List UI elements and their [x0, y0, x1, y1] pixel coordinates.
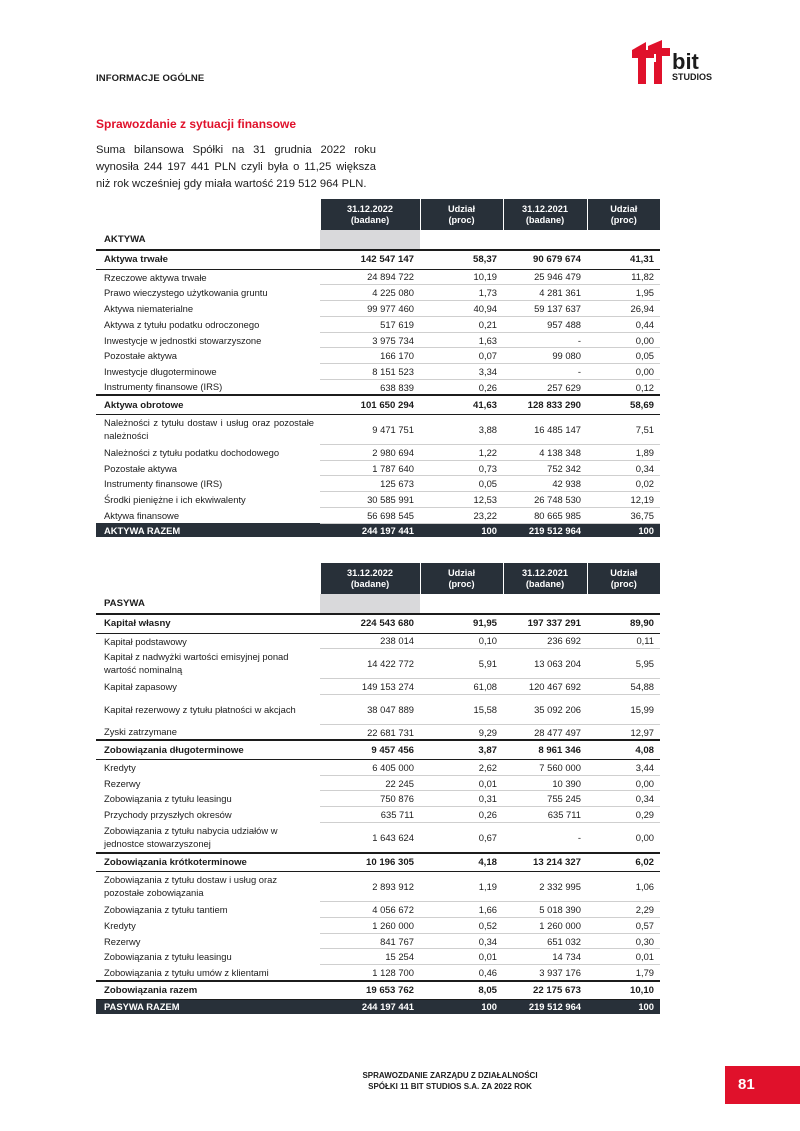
table-row: Inwestycje w jednostki stowarzyszone 3 975 734 1,63 - 0,00	[96, 332, 660, 348]
table-row: Kredyty 6 405 000 2,62 7 560 000 3,44	[96, 759, 660, 775]
footer-line-2: SPÓŁKI 11 BIT STUDIOS S.A. ZA 2022 ROK	[368, 1082, 532, 1091]
assets-heading: AKTYWA	[104, 234, 146, 245]
col-header-2022: 31.12.2022 (badane)	[320, 563, 420, 594]
table-row: Należności z tytułu podatku dochodowego 2 980 694 1,22 4 138 348 1,89	[96, 444, 660, 460]
subtotal-row: Zobowiązania długoterminowe 9 457 456 3,87 8 961 346 4,08	[96, 740, 660, 759]
table-row: Środki pieniężne i ich ekwiwalenty 30 585 991 12,53 26 748 530 12,19	[96, 492, 660, 508]
table-row: Kredyty 1 260 000 0,52 1 260 000 0,57	[96, 917, 660, 933]
table-row: Zyski zatrzymane 22 681 731 9,29 28 477 497 12,97	[96, 725, 660, 741]
col-header-share-2021: Udział (proc)	[587, 199, 660, 230]
liabilities-table	[96, 563, 660, 1014]
table-row: Aktywa z tytułu podatku odroczonego 517 619 0,21 957 488 0,44	[96, 316, 660, 332]
table-row: Pozostałe aktywa 1 787 640 0,73 752 342 0,34	[96, 460, 660, 476]
liabilities-header-row	[96, 563, 660, 594]
assets-heading-row	[96, 230, 660, 250]
liabilities-total-row: PASYWA RAZEM 244 197 441 100 219 512 964 100	[96, 1000, 660, 1014]
table-row: Aktywa finansowe 56 698 545 23,22 80 665 985 36,75	[96, 508, 660, 524]
col-header-share-2021: Udział (proc)	[587, 563, 660, 594]
table-row: Instrumenty finansowe (IRS) 638 839 0,26 257 629 0,12	[96, 380, 660, 396]
col-header-share-2022: Udział (proc)	[420, 563, 503, 594]
table-row: Zobowiązania z tytułu leasingu 750 876 0,31 755 245 0,34	[96, 791, 660, 807]
header-blank-cell	[96, 199, 320, 230]
table-row: Instrumenty finansowe (IRS) 125 673 0,05 42 938 0,02	[96, 476, 660, 492]
table-row: Kapitał z nadwyżki wartości emisyjnej ponad wartość nominalną 14 422 772 5,91 13 063 204 5,95	[96, 649, 660, 679]
col-header-2021: 31.12.2021 (badane)	[503, 199, 587, 230]
table-row: Zobowiązania z tytułu nabycia udziałów w jednostce stowarzyszonej 1 643 624 0,67 - 0,00	[96, 823, 660, 853]
table-row: Przychody przyszłych okresów 635 711 0,26 635 711 0,29	[96, 807, 660, 823]
11-bit-studios-logo	[630, 40, 715, 86]
table-row: Rezerwy 22 245 0,01 10 390 0,00	[96, 775, 660, 791]
section-title: Sprawozdanie z sytuacji finansowe	[96, 117, 297, 131]
page-number: 81	[725, 1066, 800, 1104]
liabilities-heading-row	[96, 594, 660, 614]
assets-header-row	[96, 199, 660, 230]
logo-word: bit	[672, 49, 699, 74]
table-row: Kapitał zapasowy 149 153 274 61,08 120 467 692 54,88	[96, 679, 660, 695]
table-row: Prawo wieczystego użytkowania gruntu 4 225 080 1,73 4 281 361 1,95	[96, 285, 660, 301]
subtotal-row: Zobowiązania krótkoterminowe 10 196 305 4,18 13 214 327 6,02	[96, 853, 660, 872]
subtotal-row: Kapitał własny 224 543 680 91,95 197 337 291 89,90	[96, 614, 660, 633]
table-row: Zobowiązania z tytułu dostaw i usług oraz pozostałe zobowiązania 2 893 912 1,19 2 332 995 1,06	[96, 872, 660, 902]
table-row: Kapitał rezerwowy z tytułu płatności w akcjach 38 047 889 15,58 35 092 206 15,99	[96, 695, 660, 725]
table-row: Należności z tytułu dostaw i usług oraz pozostałe należności 9 471 751 3,88 16 485 147 7,51	[96, 414, 660, 444]
table-row: Kapitał podstawowy 238 014 0,10 236 692 0,11	[96, 633, 660, 649]
assets-table	[96, 199, 660, 537]
table-row: Inwestycje długoterminowe 8 151 523 3,34 - 0,00	[96, 364, 660, 380]
assets-total-row: AKTYWA RAZEM 244 197 441 100 219 512 964 100	[96, 523, 660, 537]
intro-paragraph: Suma bilansowa Spółki na 31 grudnia 2022 roku wynosiła 244 197 441 PLN czyli była o 11,25 większa niż rok wcześniej gdy miała wartość 219 512 964 PLN.	[96, 144, 376, 190]
table-row: Zobowiązania z tytułu leasingu 15 254 0,01 14 734 0,01	[96, 949, 660, 965]
table-row: Rzeczowe aktywa trwałe 24 894 722 10,19 25 946 479 11,82	[96, 269, 660, 285]
col-header-share-2022: Udział (proc)	[420, 199, 503, 230]
col-header-2022: 31.12.2022 (badane)	[320, 199, 420, 230]
table-row: Aktywa niematerialne 99 977 460 40,94 59 137 637 26,94	[96, 301, 660, 317]
subtotal-row: Aktywa obrotowe 101 650 294 41,63 128 833 290 58,69	[96, 395, 660, 414]
table-row: Zobowiązania z tytułu tantiem 4 056 672 1,66 5 018 390 2,29	[96, 902, 660, 918]
col-header-2021: 31.12.2021 (badane)	[503, 563, 587, 594]
table-row: Pozostałe aktywa 166 170 0,07 99 080 0,05	[96, 348, 660, 364]
logo-subword: STUDIOS	[672, 72, 713, 82]
footer-line-1: SPRAWOZDANIE ZARZĄDU Z DZIAŁALNOŚCI	[362, 1071, 538, 1080]
page-footer	[250, 1070, 650, 1092]
table-row: Zobowiązania z tytułu umów z klientami 1 128 700 0,46 3 937 176 1,79	[96, 965, 660, 981]
header-blank-cell	[96, 563, 320, 594]
table-row: Rezerwy 841 767 0,34 651 032 0,30	[96, 933, 660, 949]
subtotal-row: Zobowiązania razem 19 653 762 8,05 22 175 673 10,10	[96, 981, 660, 1000]
subtotal-row: Aktywa trwałe 142 547 147 58,37 90 679 674 41,31	[96, 250, 660, 269]
section-header: INFORMACJE OGÓLNE	[96, 73, 205, 84]
liabilities-heading: PASYWA	[104, 598, 145, 609]
